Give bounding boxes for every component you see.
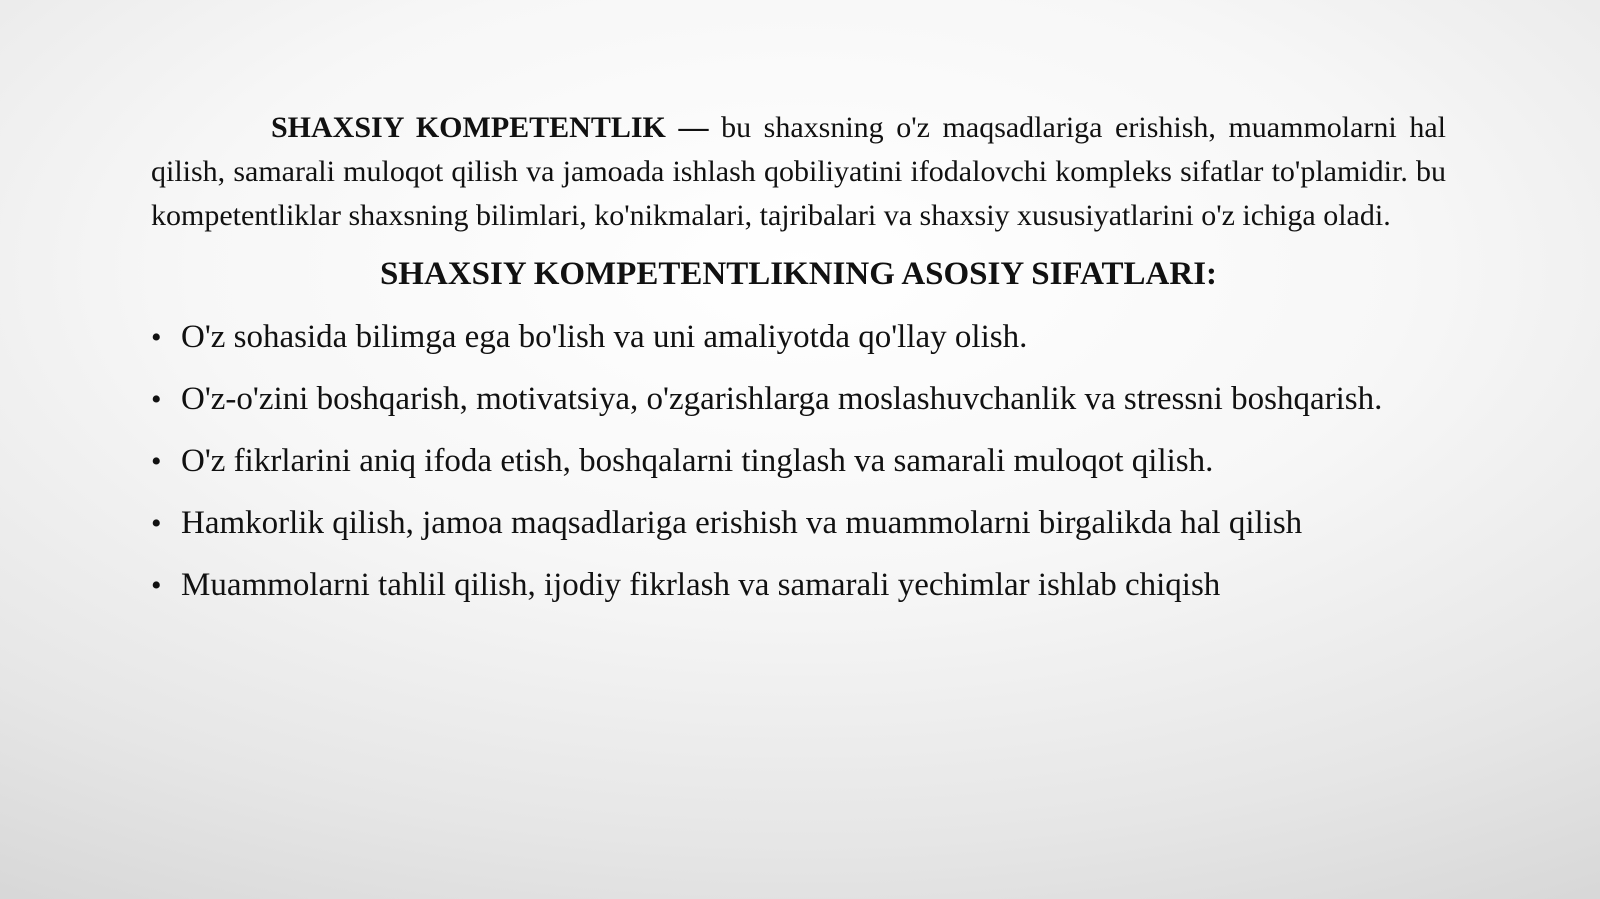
section-heading: SHAXSIY KOMPETENTLIKNING ASOSIY SIFATLARI: <box>379 256 1218 292</box>
intro-text: bu shaxsning o'z maqsadlariga erishish, muammolarni hal qilish, samarali muloqot qilish va jamoada ishlash qobiliyatini ifodalovchi kompleks sifatlar to'plamidir. bu kompetentliklar shaxsning bilimlari, ko'nikmalari, tajribalari va shaxsiy xususiyatlarini o'z ichiga oladi. <box>151 111 1446 232</box>
list-item-text: Muammolarni tahlil qilish, ijodiy fikrlash va samarali yechimlar ishlab chiqish <box>181 567 1221 603</box>
intro-term: SHAXSIY KOMPETENTLIK <box>271 111 666 144</box>
intro-paragraph <box>151 106 1446 238</box>
bullet-icon: • <box>151 569 162 602</box>
intro-dash: — <box>665 111 722 144</box>
list-item <box>151 314 1446 361</box>
list-item-text: O'z sohasida bilimga ega bo'lish va uni amaliyotda qo'llay olish. <box>181 319 1028 355</box>
bullet-icon: • <box>151 507 162 540</box>
list-item <box>151 562 1446 609</box>
bullet-list <box>151 314 1446 609</box>
bullet-icon: • <box>151 321 162 354</box>
slide-content <box>151 106 1446 624</box>
list-item-text: O'z fikrlarini aniq ifoda etish, boshqalarni tinglash va samarali muloqot qilish. <box>181 443 1214 479</box>
list-item-text: Hamkorlik qilish, jamoa maqsadlariga erishish va muammolarni birgalikda hal qilish <box>181 505 1303 541</box>
bullet-icon: • <box>151 445 162 478</box>
list-item <box>151 376 1446 423</box>
bullet-icon: • <box>151 383 162 416</box>
list-item <box>151 500 1446 547</box>
list-item <box>151 438 1446 485</box>
list-item-text: O'z-o'zini boshqarish, motivatsiya, o'zgarishlarga moslashuvchanlik va stressni boshqarish. <box>181 381 1383 417</box>
